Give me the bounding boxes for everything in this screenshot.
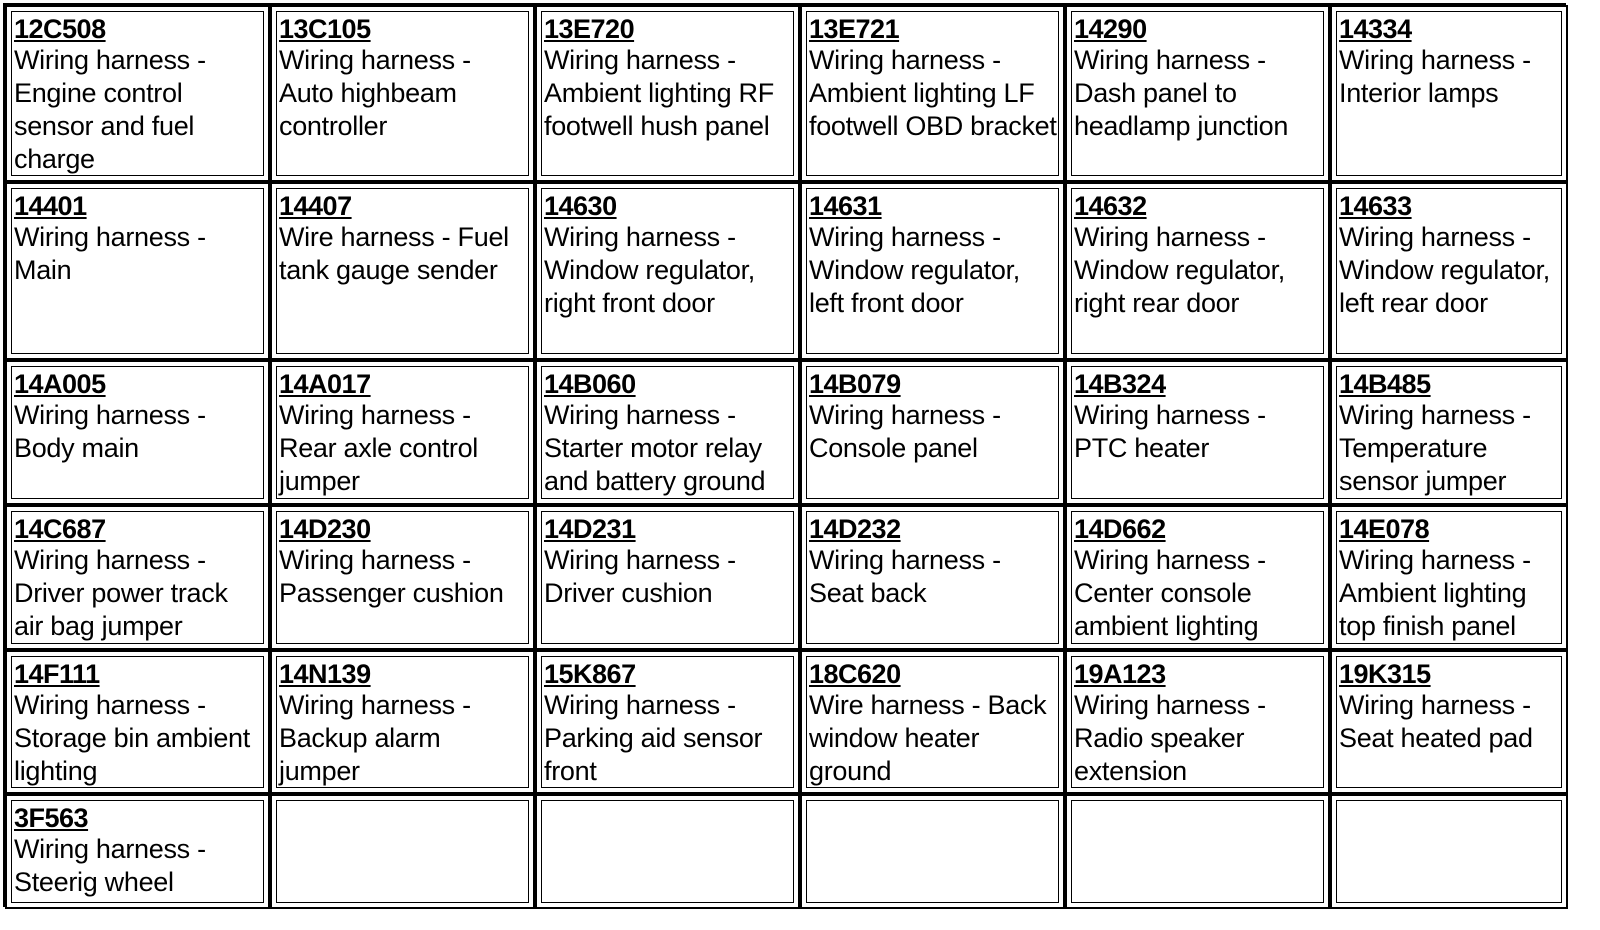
part-description: Wire harness - Back window heater ground [809, 690, 1047, 786]
part-description: Wiring harness - Interior lamps [1339, 45, 1531, 108]
part-description: Wiring harness - Temperature sensor jumper [1339, 400, 1531, 496]
part-code: 13E720 [544, 14, 635, 44]
table-cell [1065, 5, 1330, 182]
table-cell [270, 650, 535, 794]
table-cell [5, 794, 270, 909]
part-code: 14631 [809, 191, 882, 221]
part-description: Wiring harness - Steerig wheel [14, 834, 206, 897]
table-cell [800, 360, 1065, 505]
table-cell [270, 505, 535, 650]
part-code: 14D231 [544, 514, 636, 544]
part-code: 14B079 [809, 369, 901, 399]
part-description: Wiring harness - Radio speaker extension [1074, 690, 1266, 786]
part-description: Wiring harness - Window regulator, right rear door [1074, 222, 1286, 318]
part-code: 14401 [14, 191, 87, 221]
part-code: 14633 [1339, 191, 1412, 221]
part-description: Wiring harness - Starter motor relay and battery ground [544, 400, 766, 496]
part-code: 13C105 [279, 14, 371, 44]
part-code: 14D230 [279, 514, 371, 544]
table-cell [1065, 182, 1330, 360]
part-code: 14D662 [1074, 514, 1166, 544]
part-description: Wiring harness - Seat back [809, 545, 1001, 608]
part-description: Wiring harness - Body main [14, 400, 206, 463]
part-description: Wiring harness - Ambient lighting RF footwell hush panel [544, 45, 774, 141]
part-code: 14630 [544, 191, 617, 221]
table-cell [5, 182, 270, 360]
table-cell [1065, 650, 1330, 794]
table-cell [1330, 650, 1568, 794]
part-code: 15K867 [544, 659, 636, 689]
part-description: Wiring harness - Console panel [809, 400, 1001, 463]
part-code: 14B485 [1339, 369, 1431, 399]
part-description: Wiring harness - Backup alarm jumper [279, 690, 471, 786]
part-code: 14E078 [1339, 514, 1430, 544]
table-cell [5, 5, 270, 182]
part-code: 14A005 [14, 369, 106, 399]
part-code: 18C620 [809, 659, 901, 689]
table-cell [270, 182, 535, 360]
table-cell [270, 5, 535, 182]
part-description: Wiring harness - Engine control sensor and fuel charge [14, 45, 206, 174]
part-description: Wiring harness - Driver power track air bag jumper [14, 545, 228, 641]
table-cell [1330, 5, 1568, 182]
part-description: Wiring harness - Dash panel to headlamp junction [1074, 45, 1289, 141]
part-description: Wiring harness - Auto highbeam controller [279, 45, 471, 141]
part-code: 14B324 [1074, 369, 1166, 399]
empty-cell [800, 794, 1065, 909]
part-description: Wiring harness - Passenger cushion [279, 545, 504, 608]
empty-cell [1330, 794, 1568, 909]
empty-cell [270, 794, 535, 909]
table-cell [5, 650, 270, 794]
table-cell [535, 650, 800, 794]
table-cell [5, 360, 270, 505]
table-cell [1330, 182, 1568, 360]
part-code: 14632 [1074, 191, 1147, 221]
part-code: 14N139 [279, 659, 371, 689]
part-code: 14290 [1074, 14, 1147, 44]
part-description: Wiring harness - Main [14, 222, 206, 285]
part-code: 12C508 [14, 14, 106, 44]
part-code: 3F563 [14, 803, 89, 833]
part-code: 19A123 [1074, 659, 1166, 689]
part-code: 14407 [279, 191, 352, 221]
part-description: Wiring harness - PTC heater [1074, 400, 1266, 463]
table-cell [800, 650, 1065, 794]
part-number-table [3, 3, 1566, 907]
part-description: Wiring harness - Rear axle control jumper [279, 400, 478, 496]
part-description: Wiring harness - Storage bin ambient lighting [14, 690, 250, 786]
empty-cell [1065, 794, 1330, 909]
part-description: Wiring harness - Seat heated pad [1339, 690, 1533, 753]
table-cell [1330, 505, 1568, 650]
part-description: Wiring harness - Center console ambient lighting [1074, 545, 1266, 641]
part-code: 14D232 [809, 514, 901, 544]
part-description: Wiring harness - Parking aid sensor front [544, 690, 763, 786]
table-cell [800, 5, 1065, 182]
part-code: 19K315 [1339, 659, 1431, 689]
table-cell [1330, 360, 1568, 505]
part-description: Wire harness - Fuel tank gauge sender [279, 222, 509, 285]
table-cell [800, 182, 1065, 360]
empty-cell [535, 794, 800, 909]
table-cell [270, 360, 535, 505]
table-cell [535, 505, 800, 650]
part-description: Wiring harness - Window regulator, right front door [544, 222, 756, 318]
part-code: 13E721 [809, 14, 900, 44]
part-code: 14A017 [279, 369, 371, 399]
part-code: 14334 [1339, 14, 1412, 44]
table-cell [535, 5, 800, 182]
part-description: Wiring harness - Window regulator, left front door [809, 222, 1021, 318]
part-description: Wiring harness - Ambient lighting LF footwell OBD bracket [809, 45, 1057, 141]
table-cell [1065, 360, 1330, 505]
part-code: 14B060 [544, 369, 636, 399]
part-code: 14C687 [14, 514, 106, 544]
part-description: Wiring harness - Driver cushion [544, 545, 736, 608]
part-description: Wiring harness - Window regulator, left rear door [1339, 222, 1551, 318]
part-code: 14F111 [14, 659, 100, 689]
part-description: Wiring harness - Ambient lighting top finish panel [1339, 545, 1531, 641]
table-cell [1065, 505, 1330, 650]
table-cell [535, 182, 800, 360]
table-cell [535, 360, 800, 505]
table-cell [5, 505, 270, 650]
table-cell [800, 505, 1065, 650]
